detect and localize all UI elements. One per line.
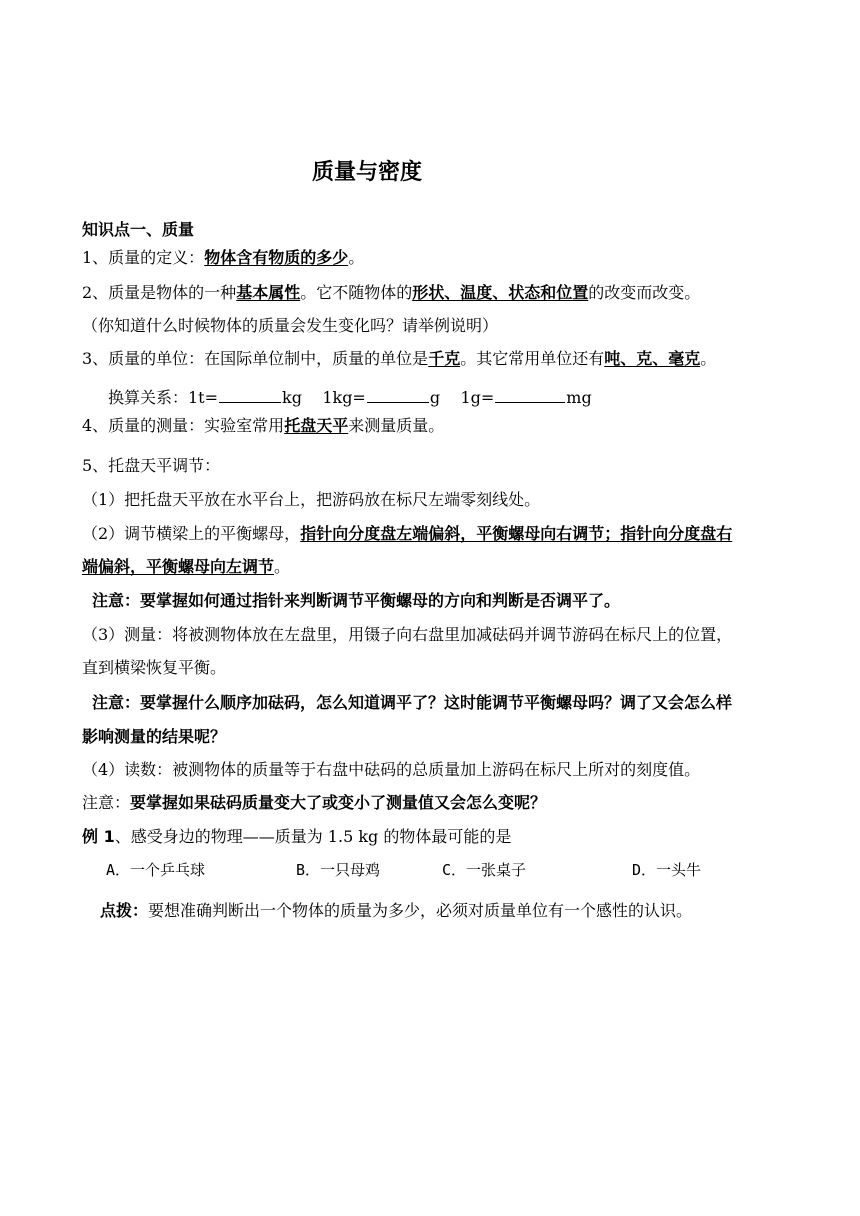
key-term: 形状、温度、状态和位置 [412,283,589,302]
text: 。 [700,349,717,368]
question-line: （你知道什么时候物体的质量会发生变化吗？请举例说明） [82,316,499,335]
text: 。 [348,248,365,267]
text: kg [282,388,302,407]
page-title: 质量与密度 [312,160,423,185]
key-term: 指针向分度盘左端偏斜，平衡螺母向右调节；指针向分度盘右 [300,524,733,543]
key-term: 端偏斜，平衡螺母向左调节 [82,557,275,576]
fill-blank[interactable] [495,388,565,403]
text: 换算关系：1t= [108,388,219,407]
key-term: 要掌握如果砝码质量变大了或变小了测量值又会怎么变呢？ [130,793,547,812]
text: 4、质量的测量：实验室常用 [82,416,285,435]
key-term: 基本属性 [236,283,301,302]
step-4: （4）读数：被测物体的质量等于右盘中砝码的总质量加上游码在标尺上所对的刻度值。 [82,760,701,779]
subheading: 5、托盘天平调节： [82,456,221,475]
text: 。它不随物体的 [300,283,413,302]
step-3: （3）测量：将被测物体放在左盘里，用镊子向右盘里加减砝码并调节游码在标尺上的位置， [82,625,733,644]
example-label: 例 1 [82,827,115,846]
section-heading: 知识点一、质量 [82,220,195,239]
text: 要想准确判断出一个物体的质量为多少，必须对质量单位有一个感性的认识。 [148,901,693,920]
key-term: 吨、克、毫克 [604,349,701,368]
step-2-cont [82,557,290,577]
text: 2、质量是物体的一种 [82,283,237,302]
note-2-cont: 影响测量的结果呢？ [82,727,227,746]
text: （2）调节横梁上的平衡螺母， [82,524,301,543]
option-a[interactable]: A．一个乒乓球 [106,861,206,879]
note-3 [82,793,546,813]
option-d[interactable]: D．一头牛 [632,861,702,879]
unit-line [82,349,716,369]
text: 的改变而改变。 [588,283,701,302]
example-question [82,827,511,847]
text: 1、质量的定义： [82,248,205,267]
key-term: 千克 [428,349,461,368]
option-c[interactable]: C．一张桌子 [442,861,527,879]
measure-line [82,416,444,436]
key-term: 托盘天平 [284,416,349,435]
text: 、感受身边的物理——质量为 1.5 kg 的物体最可能的是 [114,827,512,846]
text: 注意： [82,793,131,812]
fill-blank[interactable] [219,388,281,403]
text: 。 [274,557,291,576]
definition-line [82,248,364,268]
text: 。其它常用单位还有 [460,349,605,368]
step-3-cont: 直到横梁恢复平衡。 [82,658,227,677]
text: mg [566,388,592,407]
property-line [82,283,700,303]
step-1: （1）把托盘天平放在水平台上，把游码放在标尺左端零刻线处。 [82,490,541,509]
text: g [429,388,441,407]
key-term: 物体含有物质的多少 [204,248,349,267]
text: 来测量质量。 [348,416,445,435]
option-b[interactable]: B．一只母鸡 [296,861,381,879]
conversion-line [108,388,592,408]
fill-blank[interactable] [367,388,429,403]
hint-line [100,901,692,921]
text: 1g= [460,388,495,407]
note-2: 注意：要掌握什么顺序加砝码，怎么知道调平了？这时能调节平衡螺母吗？调了又会怎么样 [92,693,733,712]
text: 1kg= [322,388,366,407]
text: 3、质量的单位：在国际单位制中，质量的单位是 [82,349,429,368]
hint-label: 点拨： [100,901,149,920]
step-2 [82,524,732,544]
note-1: 注意：要掌握如何通过指针来判断调节平衡螺母的方向和判断是否调平了。 [92,591,621,610]
